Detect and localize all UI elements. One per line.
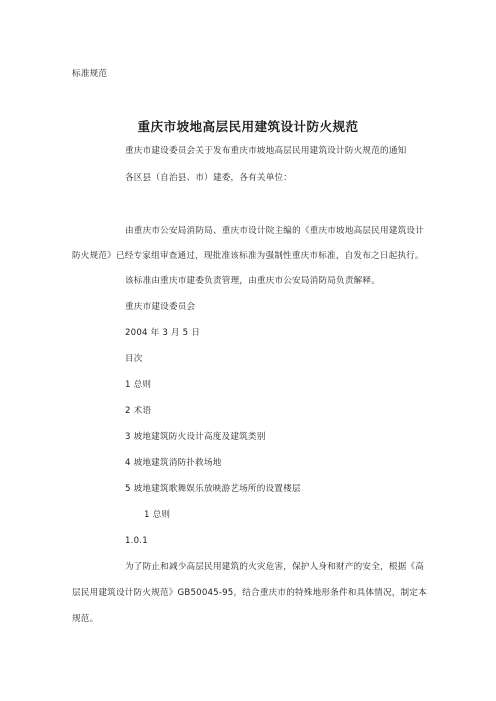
paragraph-1-line-2: 防火规范》已经专家组审查通过，现批准该标准为强制性重庆市标准，自发布之日起执行。 — [72, 251, 424, 261]
clause-text-line-3: 规范。 — [72, 614, 99, 624]
chapter-1-heading: 1 总则 — [144, 510, 171, 520]
clause-number: 1.0.1 — [125, 536, 148, 546]
header-label: 标准规范 — [72, 69, 108, 79]
toc-item-4: 4 坡地建筑消防扑救场地 — [125, 458, 222, 468]
toc-item-5: 5 坡地建筑歌舞娱乐放映游艺场所的设置楼层 — [125, 484, 301, 494]
toc-item-1: 1 总则 — [125, 380, 152, 390]
clause-text-line-1: 为了防止和减少高层民用建筑的火灾危害，保护人身和财产的安全，根据《高 — [125, 562, 424, 572]
clause-text-line-2: 层民用建筑设计防火规范》GB50045-95，结合重庆市的特殊地形条件和具体情况，制定本 — [72, 588, 427, 598]
paragraph-1-line-1: 由重庆市公安局消防局、重庆市设计院主编的《重庆市坡地高层民用建筑设计 — [125, 226, 424, 236]
paragraph-2: 该标准由重庆市建委负责管理，由重庆市公安局消防局负责解释。 — [125, 276, 381, 286]
document-title: 重庆市坡地高层民用建筑设计防火规范 — [137, 119, 359, 134]
notice-heading: 重庆市建设委员会关于发布重庆市坡地高层民用建筑设计防火规范的通知 — [125, 146, 407, 156]
issue-date: 2004 年 3 月 5 日 — [125, 328, 201, 338]
issuer-name: 重庆市建设委员会 — [125, 302, 196, 312]
toc-item-3: 3 坡地建筑防火设计高度及建筑类别 — [125, 432, 266, 442]
toc-item-2: 2 术语 — [125, 406, 152, 416]
addressee-line: 各区县（自治县、市）建委，各有关单位： — [125, 173, 293, 183]
toc-heading: 目次 — [125, 354, 143, 364]
